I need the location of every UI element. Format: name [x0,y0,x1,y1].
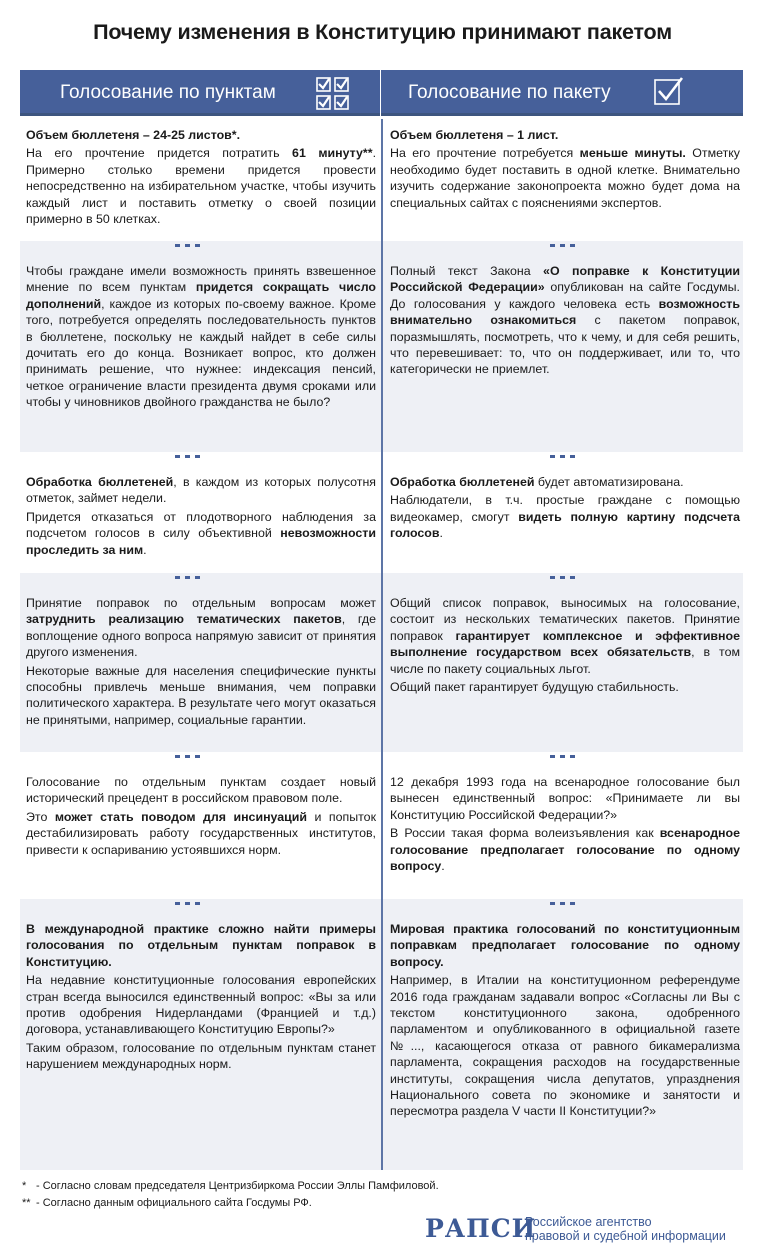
cell-paragraph: В международной практике сложно найти примеры голосования по отдельным пунктам поправок в Конституцию. [26,922,376,969]
logo-abbreviation: РАПСИ [425,1214,537,1243]
section-separator-dots [175,902,205,908]
cell-paragraph: Обработка бюллетеней, в каждом из которых полусотня отметок, займет недели. [26,475,377,506]
section-separator-dots [175,755,205,761]
header-right-label: Голосование по пакету [408,82,611,103]
cell-paragraph: На его прочтение потребуется меньше минуты. Отметку необходимо будет поставить в одной клетке. Внимательно изучить содержание законопроекта можно будет дома на специальных сайтах с пояснениями экспертов. [390,146,740,210]
cell-paragraph: 12 декабря 1993 года на всенародное голосование был вынесен единственный вопрос: «Принимаете ли вы Конституцию Российской Федерации?» [390,775,740,822]
cell-paragraph: Мировая практика голосований по конституционным поправкам предполагает голосование по одному вопросу. [390,922,740,969]
right-cell [390,921,740,1120]
left-cell [26,595,376,728]
header-left-label: Голосование по пунктам [60,82,276,103]
left-cell [26,263,376,411]
footnote [22,1178,439,1195]
cell-paragraph: Принятие поправок по отдельным вопросам может затруднить реализацию тематических пакетов, где воплощение одного вопроса напрямую зависит от принятия другого изменения. [26,596,377,660]
cell-paragraph: Общий список поправок, выносимых на голосование, состоит из нескольких тематических пакетов. Принятие поправок гарантирует комплексное и эффективное выполнение государством всех обязательств, в том числе по пакету социальных льгот. [390,596,740,676]
cell-paragraph: Общий пакет гарантирует будущую стабильность. [390,680,679,695]
cell-paragraph: Обработка бюллетеней будет автоматизирована. [390,475,684,489]
page-title: Почему изменения в Конституцию принимают пакетом [93,20,672,44]
cell-paragraph: На недавние конституционные голосования европейских стран всегда выносился единственный вопрос: «Вы за или против одобрения Нидерландами (Францией и т.д.) договора, устанавливающего Конституцию Европы?» [26,973,376,1037]
cell-paragraph: Наблюдатели, в т.ч. простые граждане с помощью видеокамер, смогут видеть полную картину подсчета голосов. [390,493,740,541]
logo-line: правовой и судебной информации [525,1229,726,1243]
cell-paragraph: В России такая форма волеизъявления как всенародное голосование предполагает голосование по одному вопросу. [390,826,740,874]
section-separator-dots [550,244,580,250]
left-cell [26,774,376,858]
footnote-text: - Согласно данным официального сайта Госдумы РФ. [36,1197,312,1209]
cell-paragraph: Полный текст Закона «О поправке к Конституции Российской Федерации» опубликован на сайте Госдумы. До голосования у каждого человека есть возможность внимательно ознакомиться с пакетом поправок, поразмышлять, посмотреть, что к чему, и для себя решить, что перевешивает: то, что он поддерживает, или то, что категорически не приемлет. [390,264,740,377]
section-separator-dots [175,244,205,250]
section-separator-dots [550,455,580,461]
cell-paragraph: Объем бюллетеня – 24-25 листов*. [26,128,241,142]
cell-paragraph: Чтобы граждане имели возможность принять взвешенное мнение по всем пунктам придется сокращать число дополнений, каждое из которых по-своему важное. Кроме того, потребуется определять последовательность пунктов в бюллетене, поскольку не каждый найдет в себе силы дочитать его до конца. Возникает вопрос, кто должен принимать решение, что нужнее: индексация пенсий, четкое ограничение власти президента двумя сроками или чтобы у чиновников двойного гражданства не было? [26,264,376,410]
cell-paragraph: Таким образом, голосование по отдельным пунктам станет нарушением международных норм. [26,1040,376,1072]
section-separator-dots [175,576,205,582]
cell-paragraph: Объем бюллетеня – 1 лист. [390,128,559,142]
right-cell [390,474,740,542]
footnote-mark: * [22,1180,27,1192]
cell-paragraph: Голосование по отдельным пунктам создает новый исторический прецедент в российском правовом поле. [26,775,376,806]
footnote-mark: ** [22,1197,31,1209]
left-cell [26,921,376,1073]
left-cell [26,127,376,227]
section-separator-dots [550,755,580,761]
right-cell [390,595,740,695]
footnotes [22,1178,439,1212]
right-cell [390,127,740,211]
cell-paragraph: Придется отказаться от плодотворного наблюдения за подсчетом голосов в силу объективной невозможности проследить за ним. [26,509,376,557]
section-separator-dots [175,455,205,461]
checkbox-checked-icon [654,77,684,107]
section-separator-dots [550,576,580,582]
footnote-text: - Согласно словам председателя Центризбиркома России Эллы Памфиловой. [36,1180,439,1192]
logo-line: Российское агентство [525,1215,652,1229]
checkbox-grid-icon [316,77,350,111]
logo-description [525,1215,745,1243]
header-divider [380,70,381,116]
cell-paragraph: Некоторые важные для населения специфические пункты способны привлечь меньше внимания, чем поправки политического характера. В результате чего могут оказаться не принятыми, например, социальные гарантии. [26,663,376,727]
column-divider [381,119,383,1170]
section-separator-dots [550,902,580,908]
footnote [22,1195,439,1212]
left-cell [26,474,376,558]
right-cell [390,263,740,378]
right-cell [390,774,740,874]
cell-paragraph: Например, в Италии на конституционном референдуме 2016 года гражданам задавали вопрос «Согласны ли Вы с текстом конституционного закона, одобренного парламентом и опубликованного в официальной газете №..., касающегося отказа от равного бикамерализма парламента, сокращения расходов на государственные институты, сокращения числа депутатов, упразднения Национального совета по экономике и занятости и пересмотра раздела V части II Конституции?» [390,973,740,1119]
cell-paragraph: Это может стать поводом для инсинуаций и попыток дестабилизировать работу государственных институтов, привести к оспариванию устоявшихся норм. [26,809,376,857]
comparison-header [20,70,743,116]
cell-paragraph: На его прочтение придется потратить 61 минуту**. Примерно столько времени придется провести непосредственно на избирательном участке, чтобы изучить каждый лист и поставить отметку о своей позиции примерно в 50 клетках. [26,146,377,227]
